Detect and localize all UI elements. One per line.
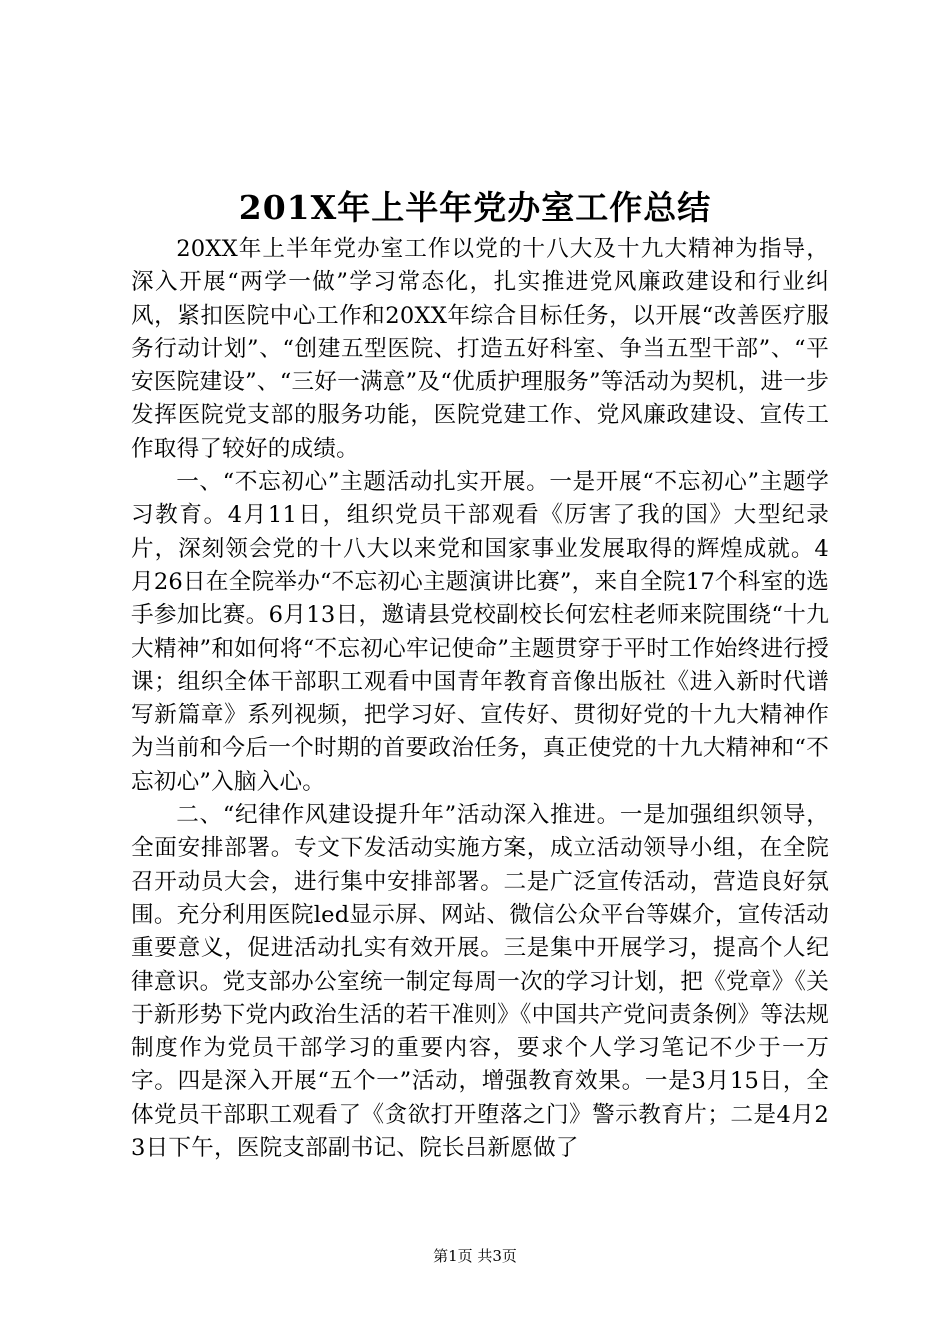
document-body	[131, 233, 829, 1165]
intro-paragraph: 20XX年上半年党办室工作以党的十八大及十九大精神为指导，深入开展“两学一做”学习常态化，扎实推进党风廉政建设和行业纠风，紧扣医院中心工作和20XX年综合目标任务，以开展“改善医疗服务行动计划”、“创建五型医院、打造五好科室、争当五型干部”、“平安医院建设”、“三好一满意”及“优质护理服务”等活动为契机，进一步发挥医院党支部的服务功能，医院党建工作、党风廉政建设、宣传工作取得了较好的成绩。	[131, 236, 829, 462]
document-title: 201X年上半年党办室工作总结	[238, 188, 712, 227]
section-one-paragraph: 一、“不忘初心”主题活动扎实开展。一是开展“不忘初心”主题学习教育。4月11日，组织党员干部观看《厉害了我的国》大型纪录片，深刻领会党的十八大以来党和国家事业发展取得的辉煌成就。4月26日在全院举办“不忘初心主题演讲比赛”，来自全院17个科室的选手参加比赛。6月13日，邀请县党校副校长何宏柱老师来院围绕“十九大精神”和如何将“不忘初心牢记使命”主题贯穿于平时工作始终进行授课；组织全体干部职工观看中国青年教育音像出版社《进入新时代谱写新篇章》系列视频，把学习好、宣传好、贯彻好党的十九大精神作为当前和今后一个时期的首要政治任务，真正使党的十九大精神和“不忘初心”入脑入心。	[131, 469, 830, 795]
section-two-paragraph: 二、“纪律作风建设提升年”活动深入推进。一是加强组织领导，全面安排部署。专文下发活动实施方案，成立活动领导小组，在全院召开动员大会，进行集中安排部署。二是广泛宣传活动，营造良好氛围。充分利用医院led显示屏、网站、微信公众平台等媒介，宣传活动重要意义，促进活动扎实有效开展。三是集中开展学习，提高个人纪律意识。党支部办公室统一制定每周一次的学习计划，把《党章》《关于新形势下党内政治生活的若干准则》《中国共产党问责条例》等法规制度作为党员干部学习的重要内容，要求个人学习笔记不少于一万字。四是深入开展“五个一”活动，增强教育效果。一是3月15日，全体党员干部职工观看了《贪欲打开堕落之门》警示教育片；二是4月23日下午，医院支部副书记、院长吕新愿做了	[131, 802, 829, 1162]
page-number-footer: 第1页 共3页	[433, 1247, 517, 1265]
